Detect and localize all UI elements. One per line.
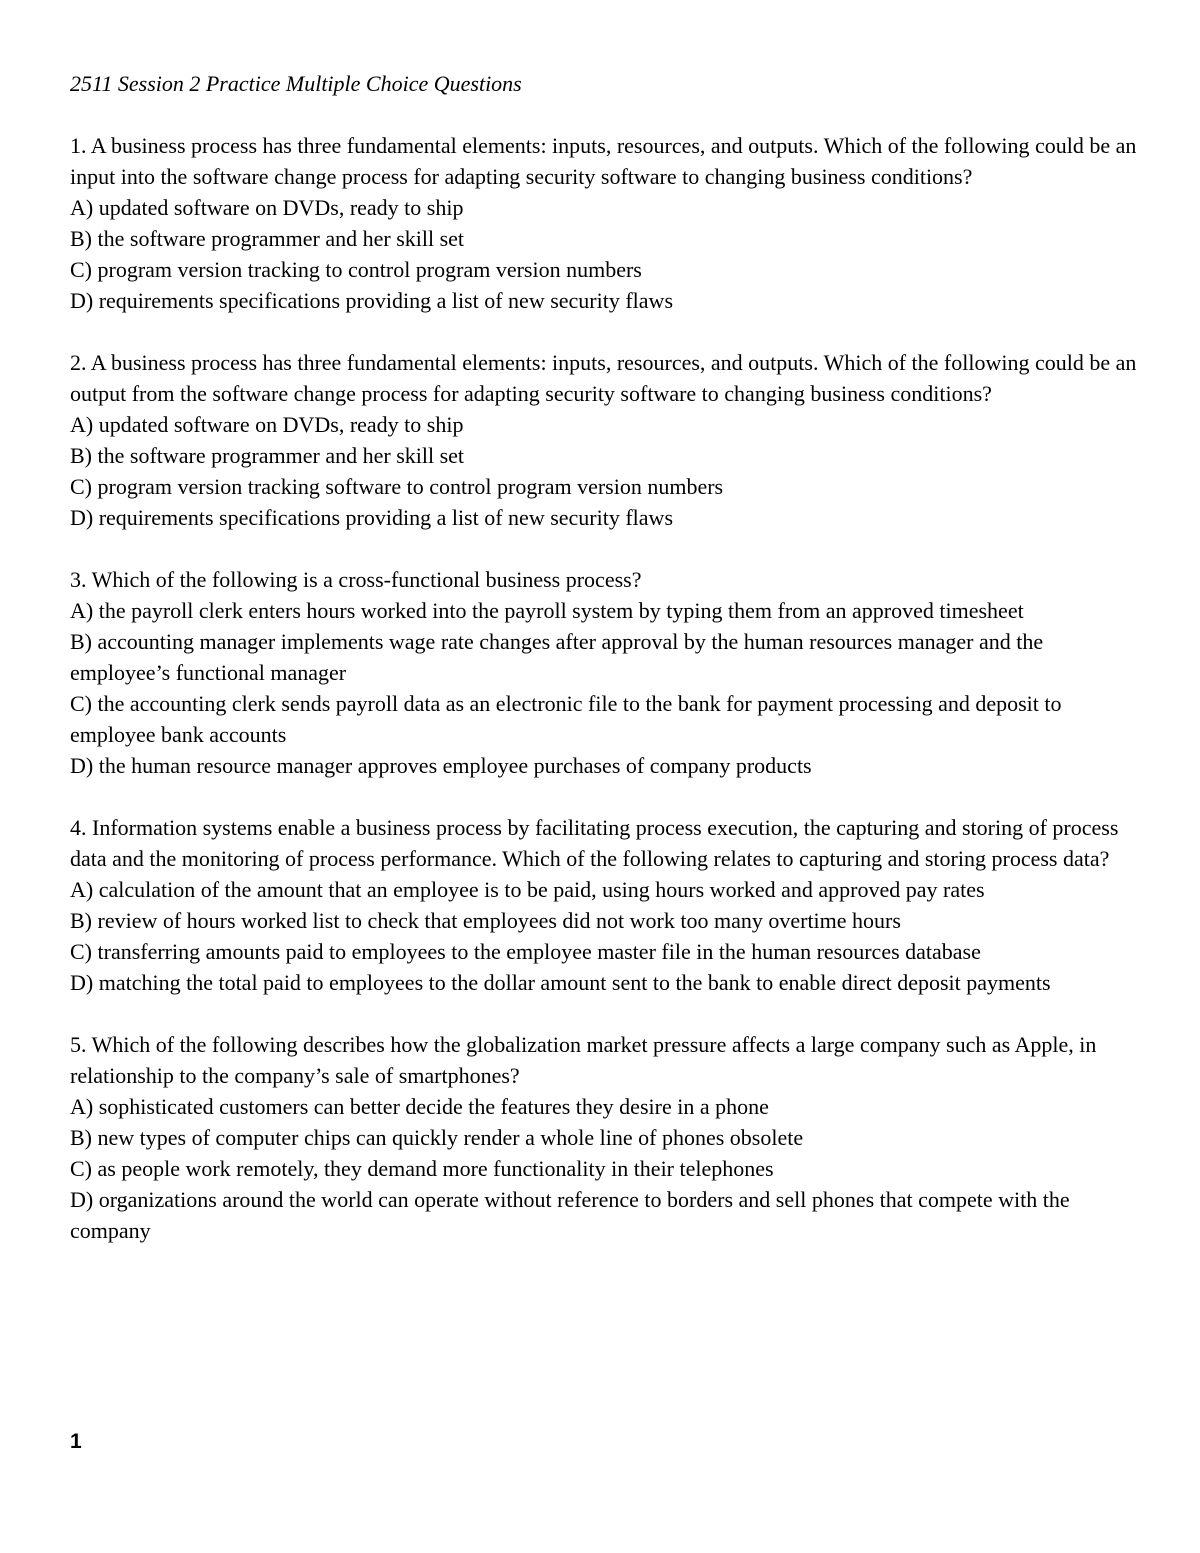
question-5	[70, 1029, 1145, 1246]
question-stem: 1. A business process has three fundamental elements: inputs, resources, and outputs. Which of the following could be an input into the software change process for adapting security software to changing business conditions?	[70, 133, 1137, 189]
answer-option-c: C) program version tracking to control program version numbers	[70, 257, 642, 282]
question-stem: 3. Which of the following is a cross-functional business process?	[70, 567, 642, 592]
answer-option-a: A) updated software on DVDs, ready to ship	[70, 195, 464, 220]
answer-option-d: D) organizations around the world can operate without reference to borders and sell phones that compete with the company	[70, 1187, 1070, 1243]
answer-option-b: B) accounting manager implements wage rate changes after approval by the human resources manager and the employee’s functional manager	[70, 629, 1044, 685]
document-page	[70, 68, 1145, 1277]
answer-option-a: A) calculation of the amount that an employee is to be paid, using hours worked and approved pay rates	[70, 877, 985, 902]
answer-option-d: D) requirements specifications providing a list of new security flaws	[70, 288, 674, 313]
answer-option-d: D) the human resource manager approves employee purchases of company products	[70, 753, 812, 778]
question-2	[70, 347, 1145, 533]
answer-option-b: B) the software programmer and her skill set	[70, 226, 465, 251]
question-4	[70, 812, 1145, 998]
answer-option-a: A) sophisticated customers can better decide the features they desire in a phone	[70, 1094, 769, 1119]
answer-option-a: A) updated software on DVDs, ready to ship	[70, 412, 464, 437]
answer-option-b: B) review of hours worked list to check that employees did not work too many overtime hours	[70, 908, 901, 933]
answer-option-c: C) the accounting clerk sends payroll data as an electronic file to the bank for payment processing and deposit to employee bank accounts	[70, 691, 1062, 747]
question-1	[70, 130, 1145, 316]
answer-option-c: C) as people work remotely, they demand more functionality in their telephones	[70, 1156, 774, 1181]
question-stem: 4. Information systems enable a business process by facilitating process execution, the capturing and storing of process data and the monitoring of process performance. Which of the following relates to capturing and storing process data?	[70, 815, 1119, 871]
answer-option-b: B) new types of computer chips can quickly render a whole line of phones obsolete	[70, 1125, 804, 1150]
question-stem: 2. A business process has three fundamental elements: inputs, resources, and outputs. Which of the following could be an output from the software change process for adapting security software to changing business conditions?	[70, 350, 1137, 406]
answer-option-c: C) program version tracking software to control program version numbers	[70, 474, 724, 499]
answer-option-a: A) the payroll clerk enters hours worked into the payroll system by typing them from an approved timesheet	[70, 598, 1024, 623]
answer-option-d: D) matching the total paid to employees to the dollar amount sent to the bank to enable direct deposit payments	[70, 970, 1051, 995]
answer-option-c: C) transferring amounts paid to employees to the employee master file in the human resources database	[70, 939, 981, 964]
page-number: 1	[70, 1430, 82, 1453]
answer-option-d: D) requirements specifications providing a list of new security flaws	[70, 505, 674, 530]
document-title: 2511 Session 2 Practice Multiple Choice Questions	[70, 71, 522, 96]
question-stem: 5. Which of the following describes how the globalization market pressure affects a large company such as Apple, in relationship to the company’s sale of smartphones?	[70, 1032, 1097, 1088]
answer-option-b: B) the software programmer and her skill set	[70, 443, 465, 468]
question-3	[70, 564, 1145, 781]
